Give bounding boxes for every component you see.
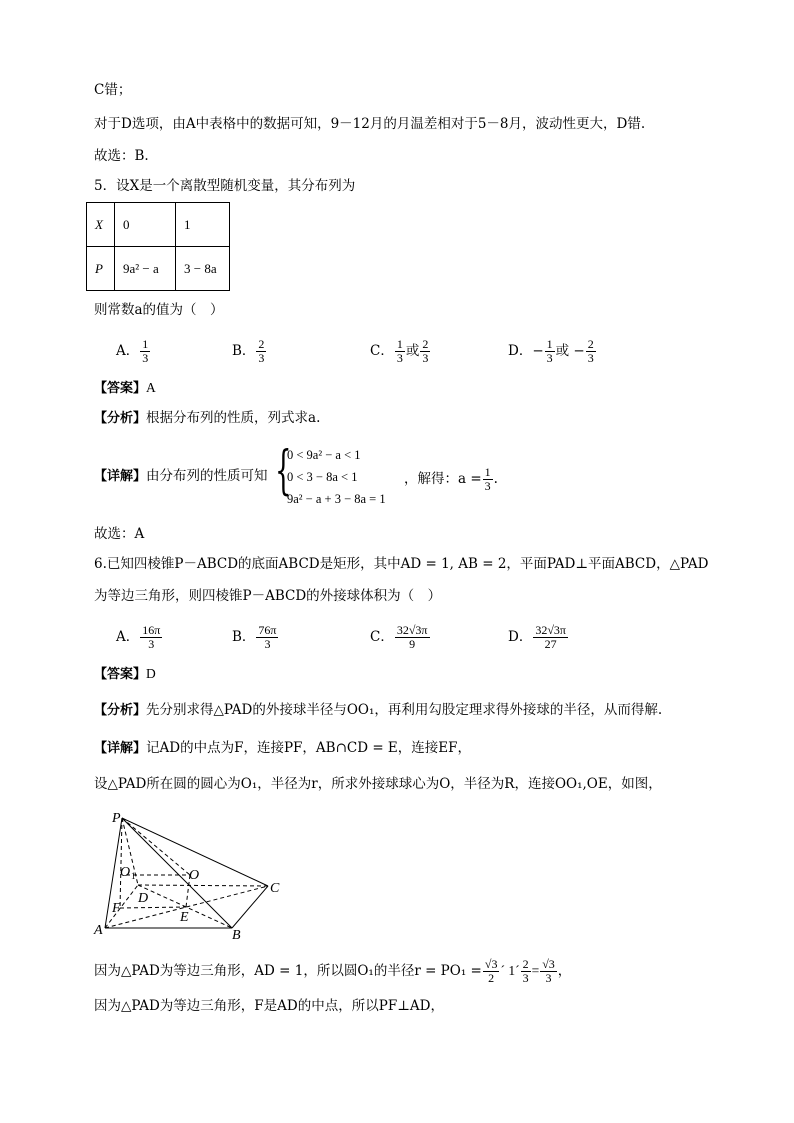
- q5-system: 0 < 9a² − a < 1 0 < 3 − 8a < 1 9a² − a + 3 − 8a = 1: [287, 448, 386, 506]
- q6-option-b: B． $\frac{76\pi}{3}$: [232, 623, 277, 651]
- q5-solve: ，解得：a = $\frac{1}{3}$ .: [404, 465, 498, 493]
- q5-option-d: D．− $\frac{1}{3}$ 或 − $\frac{2}{3}$: [508, 337, 594, 365]
- q5-option-b: B． $\frac{2}{3}$: [232, 337, 265, 365]
- table-cell: 9a² − a: [115, 247, 176, 291]
- q6-perp: 因为△PAD为等边三角形，F是AD的中点，所以PF⊥AD，: [94, 998, 444, 1014]
- line-choose-b: 故选：B.: [94, 148, 149, 164]
- table-cell: P: [87, 247, 115, 291]
- q5-option-a: A． $\frac{1}{3}$: [116, 337, 149, 365]
- label-o: O: [189, 868, 200, 883]
- label-c: C: [270, 881, 280, 896]
- question-6-line1: 6.已知四棱锥P－ABCD的底面ABCD是矩形，其中AD = 1, AB = 2，平面PAD⊥平面ABCD，△PAD: [94, 556, 709, 572]
- table-cell: 0: [115, 203, 176, 247]
- q6-option-d: D． $\frac{32√3\pi}{27}$: [508, 623, 566, 651]
- line-d-option: 对于D选项，由A中表格中的数据可知，9－12月的月温差相对于5－8月，波动性更大，D错.: [94, 116, 646, 132]
- q5-option-c: C． $\frac{1}{3}$ 或 $\frac{2}{3}$: [370, 337, 429, 365]
- label-b: B: [232, 928, 241, 940]
- q5-detail: 【详解】由分布列的性质可知: [94, 468, 268, 484]
- table-cell: 3 − 8a: [176, 247, 230, 291]
- q5-analysis: 【分析】根据分布列的性质，列式求a.: [94, 410, 321, 426]
- distribution-table: [86, 202, 230, 291]
- label-f: F: [112, 901, 121, 916]
- table-row: [87, 247, 230, 291]
- table-row: [87, 203, 230, 247]
- label-p: P: [112, 811, 121, 826]
- table-cell: X: [87, 203, 115, 247]
- line-c-wrong: C错；: [94, 82, 132, 98]
- label-e: E: [180, 910, 189, 925]
- q6-option-a: A． $\frac{16\pi}{3}$: [116, 623, 161, 651]
- q6-detail: 【详解】记AD的中点为F，连接PF，AB∩CD = E，连接EF，: [94, 740, 472, 756]
- q5-choose: 故选：A: [94, 526, 145, 542]
- q6-analysis: 【分析】先分别求得△PAD的外接球半径与OO₁，再利用勾股定理求得外接球的半径，从而得解.: [94, 702, 663, 718]
- question-6-line2: 为等边三角形，则四棱锥P－ABCD的外接球体积为（ ）: [94, 588, 442, 604]
- question-5: 5．设X是一个离散型随机变量，其分布列为: [94, 178, 356, 194]
- q6-answer: 【答案】D: [94, 666, 156, 682]
- label-o1: O: [120, 865, 131, 880]
- q6-setup: 设△PAD所在圆的圆心为O₁，半径为r，所求外接球球心为O，半径为R，连接OO₁,OE，如图，: [94, 776, 662, 792]
- system-brace: {: [275, 441, 292, 501]
- q6-option-c: C． $\frac{32√3\pi}{9}$: [370, 623, 428, 651]
- label-o1-sub: 1: [131, 871, 136, 881]
- pyramid-figure: [90, 810, 300, 940]
- label-d: D: [138, 891, 149, 906]
- q5-answer: 【答案】A: [94, 380, 156, 396]
- q6-radius: 因为△PAD为等边三角形，AD = 1，所以圆O₁的半径r = PO₁ = $\frac{√3}{2}$ ´ 1´ $\frac{2}{3}$ = $\frac{√3}{3}$ ，: [94, 957, 572, 985]
- question-5-ask: 则常数a的值为（ ）: [94, 302, 224, 318]
- label-a: A: [94, 923, 103, 938]
- table-cell: 1: [176, 203, 230, 247]
